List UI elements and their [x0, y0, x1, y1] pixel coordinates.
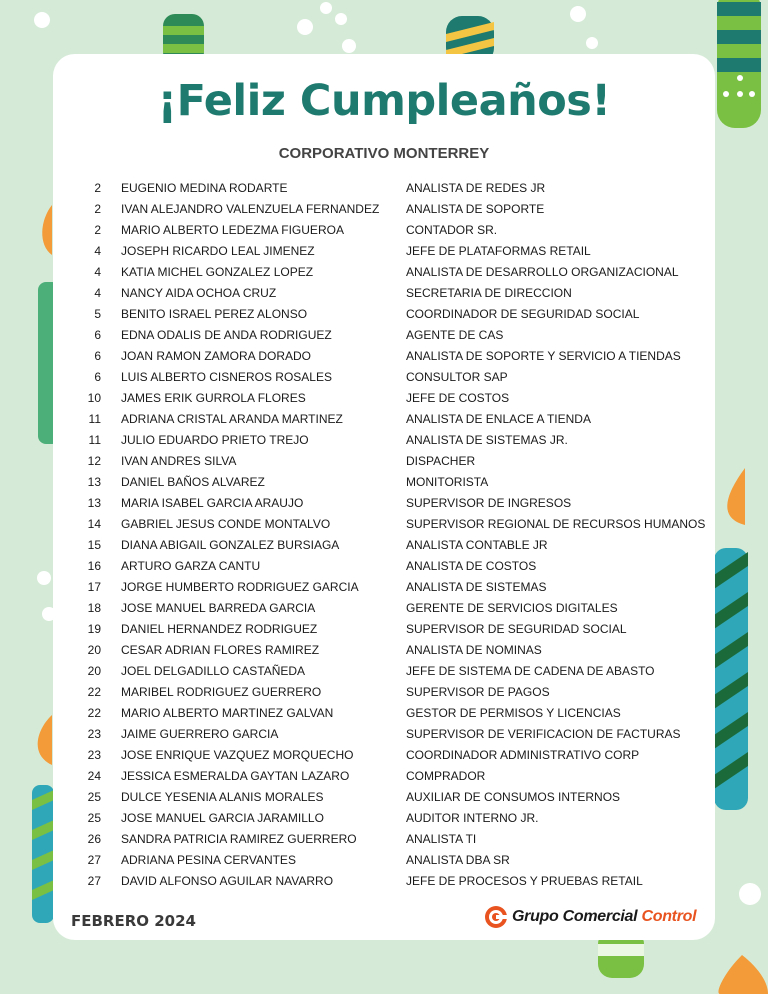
birthday-day: 11 [88, 412, 101, 426]
birthday-day: 25 [87, 790, 101, 804]
employee-name: GABRIEL JESUS CONDE MONTALVO [121, 517, 331, 531]
employee-role: CONSULTOR SAP [406, 370, 508, 384]
employee-role: ANALISTA DE SISTEMAS [406, 580, 547, 594]
birthday-day: 16 [87, 559, 101, 573]
employee-role: MONITORISTA [406, 475, 489, 489]
employee-name: MARIO ALBERTO MARTINEZ GALVAN [121, 706, 334, 720]
logo-text-accent: Control [641, 908, 697, 925]
birthday-row [0, 681, 768, 702]
logo-mark-icon [484, 905, 508, 929]
employee-name: JOEL DELGADILLO CASTAÑEDA [121, 664, 306, 678]
decor-dot [335, 13, 347, 25]
employee-name: IVAN ALEJANDRO VALENZUELA FERNANDEZ [121, 202, 380, 216]
employee-role: COMPRADOR [406, 769, 486, 783]
birthday-row [0, 198, 768, 219]
birthday-day: 11 [88, 433, 101, 447]
employee-name: KATIA MICHEL GONZALEZ LOPEZ [121, 265, 314, 279]
birthday-row [0, 618, 768, 639]
birthday-day: 23 [87, 727, 101, 741]
employee-name: JAIME GUERRERO GARCIA [121, 727, 279, 741]
birthday-day: 6 [94, 370, 101, 384]
birthday-day: 24 [87, 769, 101, 783]
employee-role: ANALISTA DE SOPORTE Y SERVICIO A TIENDAS [406, 349, 681, 363]
birthday-day: 2 [94, 223, 101, 237]
birthday-day: 27 [87, 853, 101, 867]
birthday-day: 20 [87, 643, 101, 657]
employee-name: IVAN ANDRES SILVA [121, 454, 237, 468]
birthday-row [0, 345, 768, 366]
employee-role: ANALISTA DE ENLACE A TIENDA [406, 412, 591, 426]
employee-role: AGENTE DE CAS [406, 328, 504, 342]
employee-role: JEFE DE PROCESOS Y PRUEBAS RETAIL [406, 874, 643, 888]
birthday-day: 2 [94, 181, 101, 195]
decor-dot [297, 19, 313, 35]
employee-name: EUGENIO MEDINA RODARTE [121, 181, 288, 195]
birthday-row [0, 471, 768, 492]
employee-name: JORGE HUMBERTO RODRIGUEZ GARCIA [121, 580, 359, 594]
employee-role: COORDINADOR ADMINISTRATIVO CORP [406, 748, 640, 762]
employee-role: AUXILIAR DE CONSUMOS INTERNOS [406, 790, 621, 804]
birthday-row [0, 744, 768, 765]
employee-role: SUPERVISOR DE SEGURIDAD SOCIAL [406, 622, 627, 636]
birthday-day: 17 [87, 580, 101, 594]
birthday-row [0, 534, 768, 555]
birthday-day: 25 [87, 811, 101, 825]
birthday-row [0, 828, 768, 849]
employee-role: CONTADOR SR. [406, 223, 498, 237]
birthday-day: 22 [87, 706, 101, 720]
birthday-day: 6 [94, 349, 101, 363]
employee-name: JOSE MANUEL GARCIA JARAMILLO [121, 811, 324, 825]
employee-role: ANALISTA DE SISTEMAS JR. [406, 433, 568, 447]
employee-name: JOSEPH RICARDO LEAL JIMENEZ [121, 244, 315, 258]
employee-role: GERENTE DE SERVICIOS DIGITALES [406, 601, 618, 615]
footer-date: FEBRERO 2024 [71, 912, 196, 930]
decor-dot [586, 37, 598, 49]
birthday-row [0, 639, 768, 660]
decor-dot [570, 6, 586, 22]
birthday-day: 22 [87, 685, 101, 699]
employee-role: SUPERVISOR DE VERIFICACION DE FACTURAS [406, 727, 681, 741]
birthday-row [0, 765, 768, 786]
birthday-day: 14 [87, 517, 101, 531]
employee-name: EDNA ODALIS DE ANDA RODRIGUEZ [121, 328, 332, 342]
logo-text [512, 908, 696, 926]
birthday-day: 6 [94, 328, 101, 342]
employee-role: AUDITOR INTERNO JR. [406, 811, 539, 825]
employee-name: LUIS ALBERTO CISNEROS ROSALES [121, 370, 332, 384]
birthday-row [0, 597, 768, 618]
page-title: ¡Feliz Cumpleaños! [157, 76, 611, 126]
employee-role: ANALISTA DE NOMINAS [406, 643, 542, 657]
employee-role: SUPERVISOR REGIONAL DE RECURSOS HUMANOS [406, 517, 706, 531]
employee-role: COORDINADOR DE SEGURIDAD SOCIAL [406, 307, 640, 321]
employee-name: DULCE YESENIA ALANIS MORALES [121, 790, 324, 804]
employee-role: ANALISTA DE SOPORTE [406, 202, 545, 216]
employee-name: JESSICA ESMERALDA GAYTAN LAZARO [121, 769, 350, 783]
employee-name: ADRIANA PESINA CERVANTES [121, 853, 296, 867]
birthday-day: 26 [87, 832, 101, 846]
birthday-row [0, 177, 768, 198]
birthday-day: 12 [87, 454, 101, 468]
decor-dot [320, 2, 332, 14]
employee-role: ANALISTA CONTABLE JR [406, 538, 548, 552]
employee-name: JOSE MANUEL BARREDA GARCIA [121, 601, 316, 615]
employee-role: SUPERVISOR DE INGRESOS [406, 496, 572, 510]
employee-name: MARIBEL RODRIGUEZ GUERRERO [121, 685, 322, 699]
decor-dot [342, 39, 356, 53]
birthday-row [0, 702, 768, 723]
birthday-row [0, 807, 768, 828]
employee-name: DANIEL HERNANDEZ RODRIGUEZ [121, 622, 318, 636]
employee-name: ARTURO GARZA CANTU [121, 559, 261, 573]
birthday-day: 15 [87, 538, 101, 552]
employee-role: ANALISTA DE DESARROLLO ORGANIZACIONAL [406, 265, 679, 279]
birthday-row [0, 723, 768, 744]
birthday-row [0, 576, 768, 597]
birthday-day: 2 [94, 202, 101, 216]
birthday-row [0, 240, 768, 261]
birthday-row [0, 450, 768, 471]
birthday-row [0, 429, 768, 450]
birthday-day: 13 [87, 496, 101, 510]
employee-name: BENITO ISRAEL PEREZ ALONSO [121, 307, 308, 321]
employee-role: ANALISTA DBA SR [406, 853, 510, 867]
birthday-day: 4 [94, 286, 101, 300]
employee-name: SANDRA PATRICIA RAMIREZ GUERRERO [121, 832, 357, 846]
birthday-row [0, 849, 768, 870]
birthday-row [0, 282, 768, 303]
birthday-day: 13 [87, 475, 101, 489]
employee-name: MARIO ALBERTO LEDEZMA FIGUEROA [121, 223, 344, 237]
employee-name: ADRIANA CRISTAL ARANDA MARTINEZ [121, 412, 343, 426]
employee-role: GESTOR DE PERMISOS Y LICENCIAS [406, 706, 621, 720]
birthday-list [0, 177, 768, 891]
flame-icon [718, 955, 768, 994]
logo-text-main: Grupo Comercial [512, 908, 638, 925]
birthday-day: 23 [87, 748, 101, 762]
birthday-row [0, 366, 768, 387]
birthday-row [0, 786, 768, 807]
employee-name: JOAN RAMON ZAMORA DORADO [121, 349, 312, 363]
employee-name: NANCY AIDA OCHOA CRUZ [121, 286, 277, 300]
birthday-day: 18 [87, 601, 101, 615]
birthday-row [0, 408, 768, 429]
employee-name: DAVID ALFONSO AGUILAR NAVARRO [121, 874, 334, 888]
employee-role: JEFE DE COSTOS [406, 391, 510, 405]
birthday-day: 19 [87, 622, 101, 636]
birthday-day: 5 [94, 307, 101, 321]
birthday-row [0, 492, 768, 513]
employee-role: ANALISTA TI [406, 832, 477, 846]
employee-name: JOSE ENRIQUE VAZQUEZ MORQUECHO [121, 748, 354, 762]
employee-name: JULIO EDUARDO PRIETO TREJO [121, 433, 309, 447]
employee-role: ANALISTA DE REDES JR [406, 181, 546, 195]
employee-role: SECRETARIA DE DIRECCION [406, 286, 572, 300]
employee-role: ANALISTA DE COSTOS [406, 559, 537, 573]
page-subtitle: CORPORATIVO MONTERREY [278, 145, 490, 162]
birthday-row [0, 219, 768, 240]
birthday-row [0, 324, 768, 345]
employee-role: DISPACHER [406, 454, 476, 468]
employee-name: DANIEL BAÑOS ALVAREZ [121, 475, 265, 489]
birthday-day: 27 [87, 874, 101, 888]
birthday-row [0, 261, 768, 282]
employee-name: MARIA ISABEL GARCIA ARAUJO [121, 496, 304, 510]
birthday-row [0, 387, 768, 408]
employee-role: JEFE DE PLATAFORMAS RETAIL [406, 244, 591, 258]
employee-name: JAMES ERIK GURROLA FLORES [121, 391, 306, 405]
birthday-day: 4 [94, 244, 101, 258]
birthday-day: 20 [87, 664, 101, 678]
birthday-row [0, 513, 768, 534]
employee-role: JEFE DE SISTEMA DE CADENA DE ABASTO [406, 664, 655, 678]
birthday-day: 4 [94, 265, 101, 279]
decor-dot [34, 12, 50, 28]
birthday-day: 10 [87, 391, 101, 405]
birthday-row [0, 303, 768, 324]
birthday-row [0, 660, 768, 681]
employee-name: CESAR ADRIAN FLORES RAMIREZ [121, 643, 320, 657]
birthday-row [0, 555, 768, 576]
employee-name: DIANA ABIGAIL GONZALEZ BURSIAGA [121, 538, 340, 552]
birthday-row [0, 870, 768, 891]
employee-role: SUPERVISOR DE PAGOS [406, 685, 550, 699]
